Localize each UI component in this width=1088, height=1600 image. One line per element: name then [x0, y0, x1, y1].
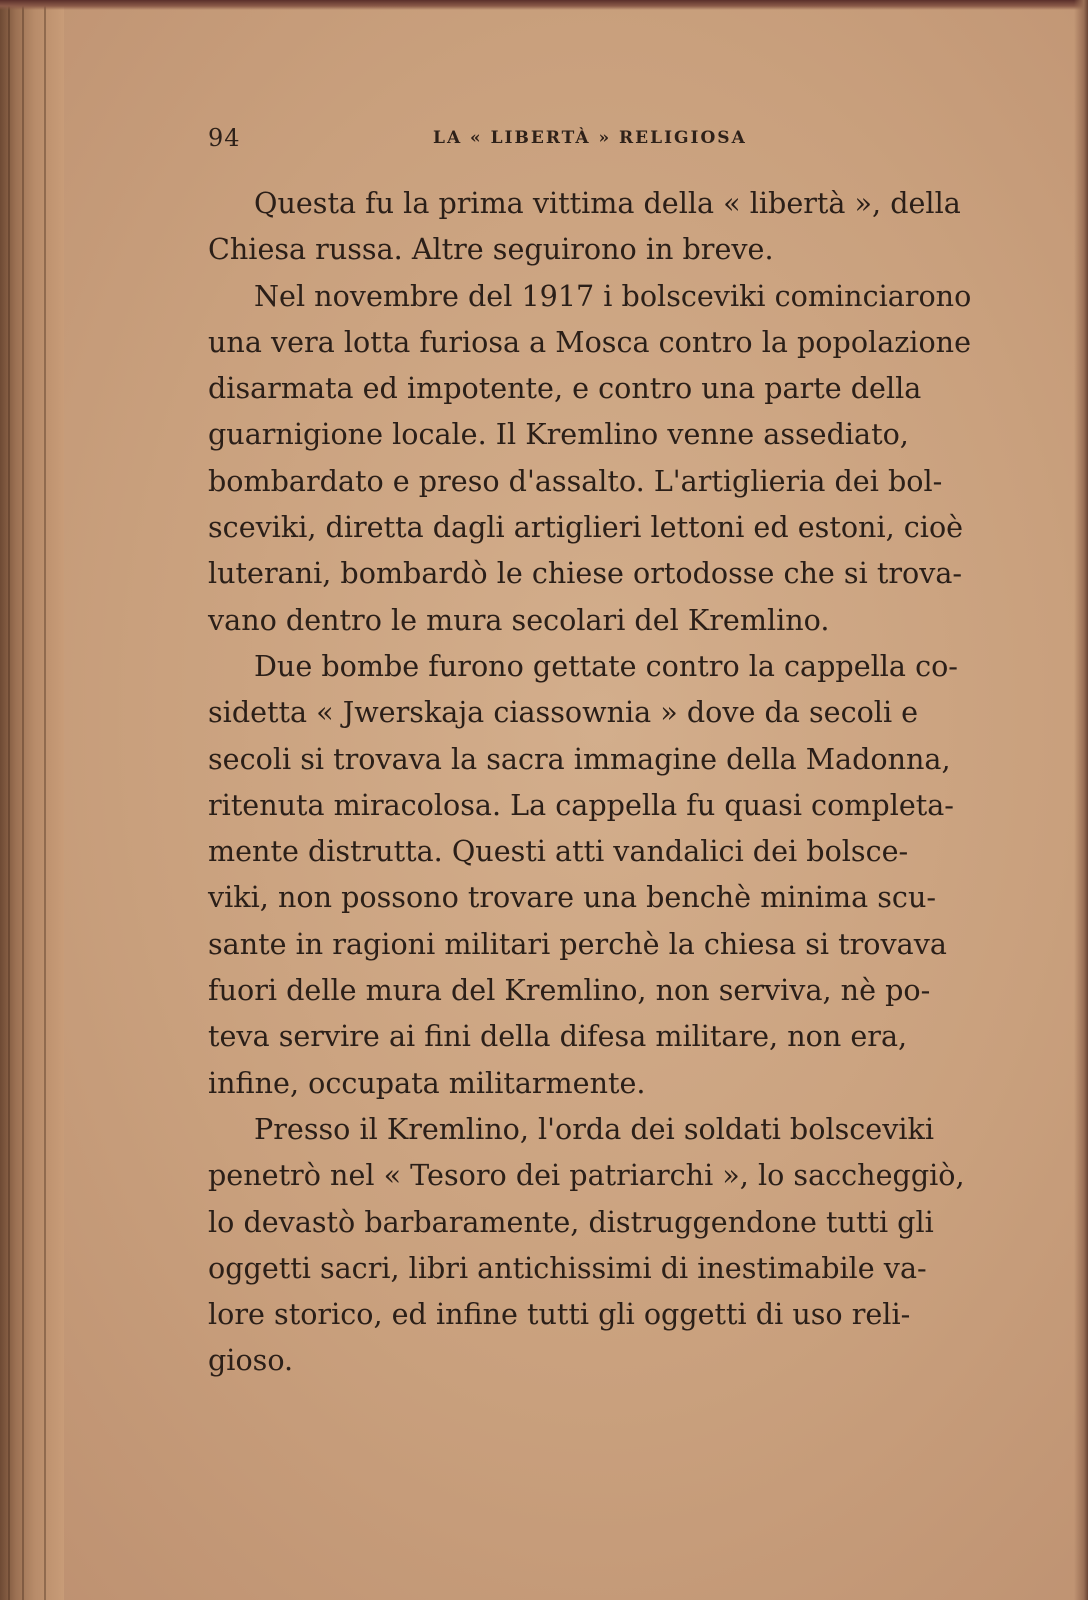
text-line: sidetta « Jwerskaja ciassownia » dove da secoli e — [208, 695, 919, 730]
text-line: lo devastò barbaramente, distruggendone tutti gli — [208, 1204, 934, 1239]
text-line: Nel novembre del 1917 i bolsceviki cominciarono — [254, 278, 972, 313]
paragraph — [208, 273, 1006, 643]
binding-stitch-line — [22, 0, 24, 1600]
text-line: Questa fu la prima vittima della « libertà », della — [254, 186, 961, 220]
text-line: Due bombe furono gettate contro la cappella co- — [254, 648, 958, 683]
text-line: secoli si trovava la sacra immagine della Madonna, — [208, 741, 951, 776]
text-line: gioso. — [208, 1343, 294, 1378]
text-line: bombardato e preso d'assalto. L'artiglieria dei bol- — [208, 463, 943, 498]
text-line: infine, occupata militarmente. — [208, 1065, 646, 1100]
binding-stitch-line — [8, 0, 10, 1600]
running-head: LA « LIBERTÀ » RELIGIOSA — [433, 128, 747, 148]
page-number: 94 — [208, 124, 241, 152]
text-line: luterani, bombardò le chiese ortodosse che si trova- — [208, 556, 963, 591]
text-line: guarnigione locale. Il Kremlino venne assediato, — [208, 417, 909, 452]
text-line: ritenuta miracolosa. La cappella fu quasi completa- — [208, 787, 954, 822]
text-line: una vera lotta furiosa a Mosca contro la popolazione — [208, 324, 971, 359]
text-line: penetrò nel « Tesoro dei patriarchi », lo saccheggiò, — [208, 1158, 965, 1193]
text-line: vano dentro le mura secolari del Kremlino. — [208, 602, 830, 637]
page-top-edge — [0, 0, 1088, 10]
text-line: teva servire ai fini della difesa militare, non era, — [208, 1019, 908, 1054]
book-binding — [0, 0, 64, 1600]
text-line: viki, non possono trovare una benchè minima scu- — [208, 880, 937, 915]
binding-stitch-line — [44, 0, 46, 1600]
text-line: sante in ragioni militari perchè la chiesa si trovava — [208, 926, 947, 961]
text-line: Presso il Kremlino, l'orda dei soldati bolsceviki — [254, 1111, 934, 1146]
text-line: fuori delle mura del Kremlino, non serviva, nè po- — [208, 973, 931, 1008]
text-line: mente distrutta. Questi atti vandalici dei bolsce- — [208, 834, 909, 869]
paragraph — [208, 643, 1006, 1106]
text-line: disarmata ed impotente, e contro una parte della — [208, 371, 922, 406]
body-text — [208, 180, 1006, 1384]
paragraph — [208, 1106, 1006, 1384]
text-line: oggetti sacri, libri antichissimi di inestimabile va- — [208, 1250, 927, 1285]
paragraph — [208, 180, 1006, 273]
page-right-edge — [1074, 0, 1088, 1600]
page-header — [208, 124, 998, 160]
text-line: Chiesa russa. Altre seguirono in breve. — [208, 232, 774, 267]
text-line: sceviki, diretta dagli artiglieri lettoni ed estoni, cioè — [208, 510, 964, 545]
text-line: lore storico, ed infine tutti gli oggetti di uso reli- — [208, 1297, 911, 1332]
